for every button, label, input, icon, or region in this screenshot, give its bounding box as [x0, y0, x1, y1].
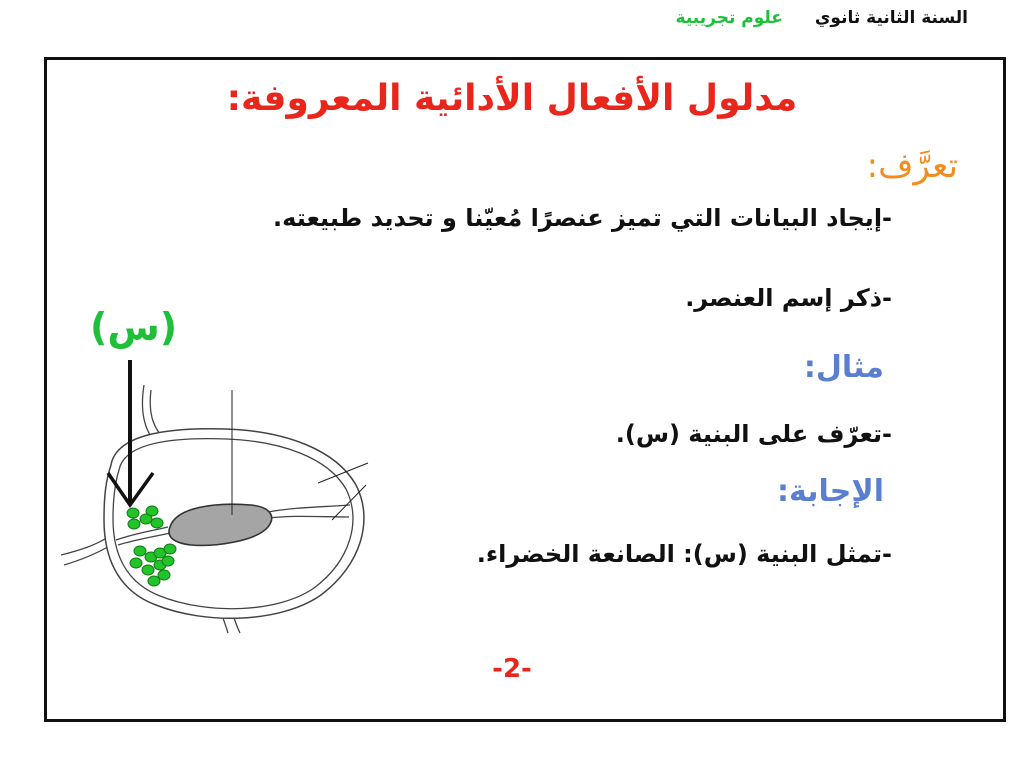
chloroplast [164, 544, 176, 554]
neighbor-wall-left-inner [64, 545, 111, 565]
example-label: مثال: [803, 350, 884, 385]
neighbor-wall-left [61, 537, 108, 555]
chloroplast [127, 508, 139, 518]
chloroplast [146, 506, 158, 516]
header-labels [676, 8, 968, 28]
definition-line-1: -إيجاد البيانات التي تميز عنصرًا مُعيّنا و تحديد طبيعته. [273, 204, 892, 232]
example-question: -تعرّف على البنية (س). [615, 420, 892, 448]
page-number: -2- [492, 654, 532, 684]
answer-label: الإجابة: [777, 474, 884, 509]
page-title: مدلول الأفعال الأدائية المعروفة: [226, 78, 798, 119]
chloroplast [148, 576, 160, 586]
structure-x-label: (س) [90, 305, 178, 349]
grade-level: السنة الثانية ثانوي [814, 8, 968, 28]
chloroplast [151, 518, 163, 528]
chloroplast [162, 556, 174, 566]
chloroplast [128, 519, 140, 529]
chloroplast [130, 558, 142, 568]
chloroplast [142, 565, 154, 575]
verb-label: تعرَّف: [866, 146, 958, 186]
definition-line-2: -ذكر إسم العنصر. [685, 284, 892, 312]
chloroplast [134, 546, 146, 556]
answer-text: -تمثل البنية (س): الصانعة الخضراء. [476, 540, 892, 568]
stream-name: علوم تجريبية [675, 8, 783, 28]
plant-cell-diagram [56, 355, 376, 635]
